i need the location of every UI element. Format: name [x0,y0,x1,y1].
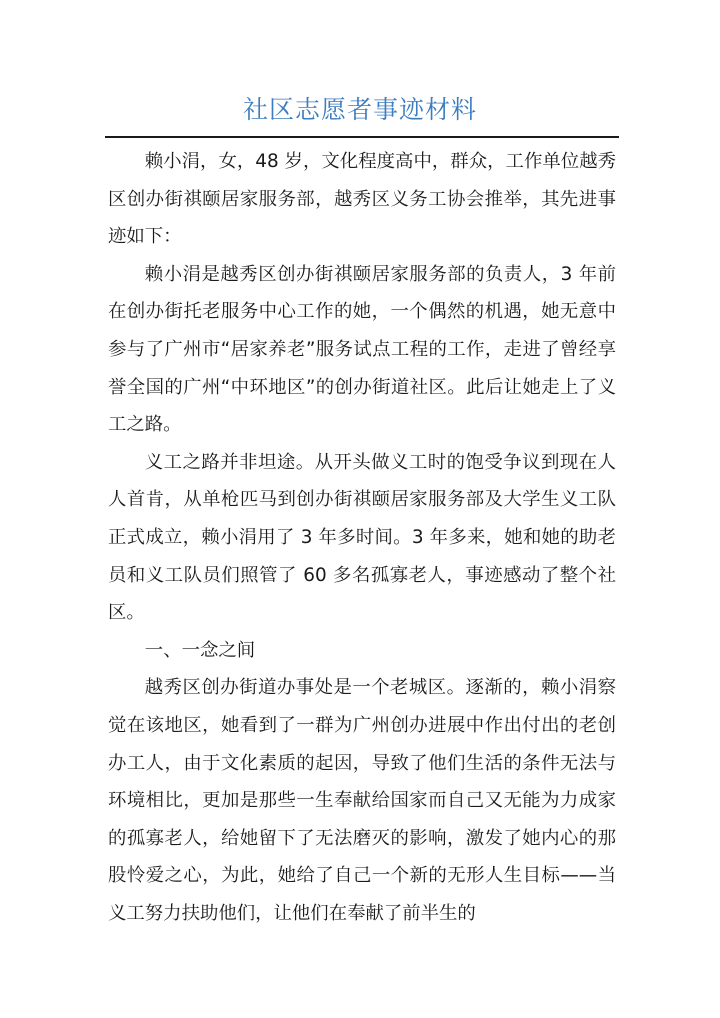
paragraph-background: 赖小涓是越秀区创办街祺颐居家服务部的负责人，3 年前在创办街托老服务中心工作的她，一个偶然的机遇，她无意中参与了广州市“居家养老”服务试点工程的工作，走进了曾经享誉全国的广州“中环地区”的创办街道社区。此后让她走上了义工之路。 [108,263,616,436]
paragraph-section-one: 越秀区创办街道办事处是一个老城区。逐渐的，赖小涓察觉在该地区，她看到了一群为广州创办进展中作出付出的老创办工人，由于文化素质的起因，导致了他们生活的条件无法与环境相比，更加是那些一生奉献给国家而自己又无能为力成家的孤寡老人，给她留下了无法磨灭的影响，激发了她内心的那股怜爱之心，为此，她给了自己一个新的无形人生目标——当义工努力扶助他们，让他们在奉献了前半生的 [108,677,616,924]
paragraph-volunteer-path: 义工之路并非坦途。从开头做义工时的饱受争议到现在人人首肯，从单枪匹马到创办街祺颐居家服务部及大学生义工队正式成立，赖小涓用了 3 年多时间。3 年多来，她和她的助老员和义工队员们照管了 60 多名孤寡老人，事迹感动了整个社区。 [108,451,616,624]
section-heading: 一、一念之间 [144,639,256,661]
paragraph-intro: 赖小涓，女，48 岁，文化程度高中，群众，工作单位越秀区创办街祺颐居家服务部，越秀区义务工协会推举，其先进事迹如下： [108,151,616,248]
document-title: 社区志愿者事迹材料 [242,95,477,124]
title-divider [105,136,619,138]
document-body [108,143,616,932]
